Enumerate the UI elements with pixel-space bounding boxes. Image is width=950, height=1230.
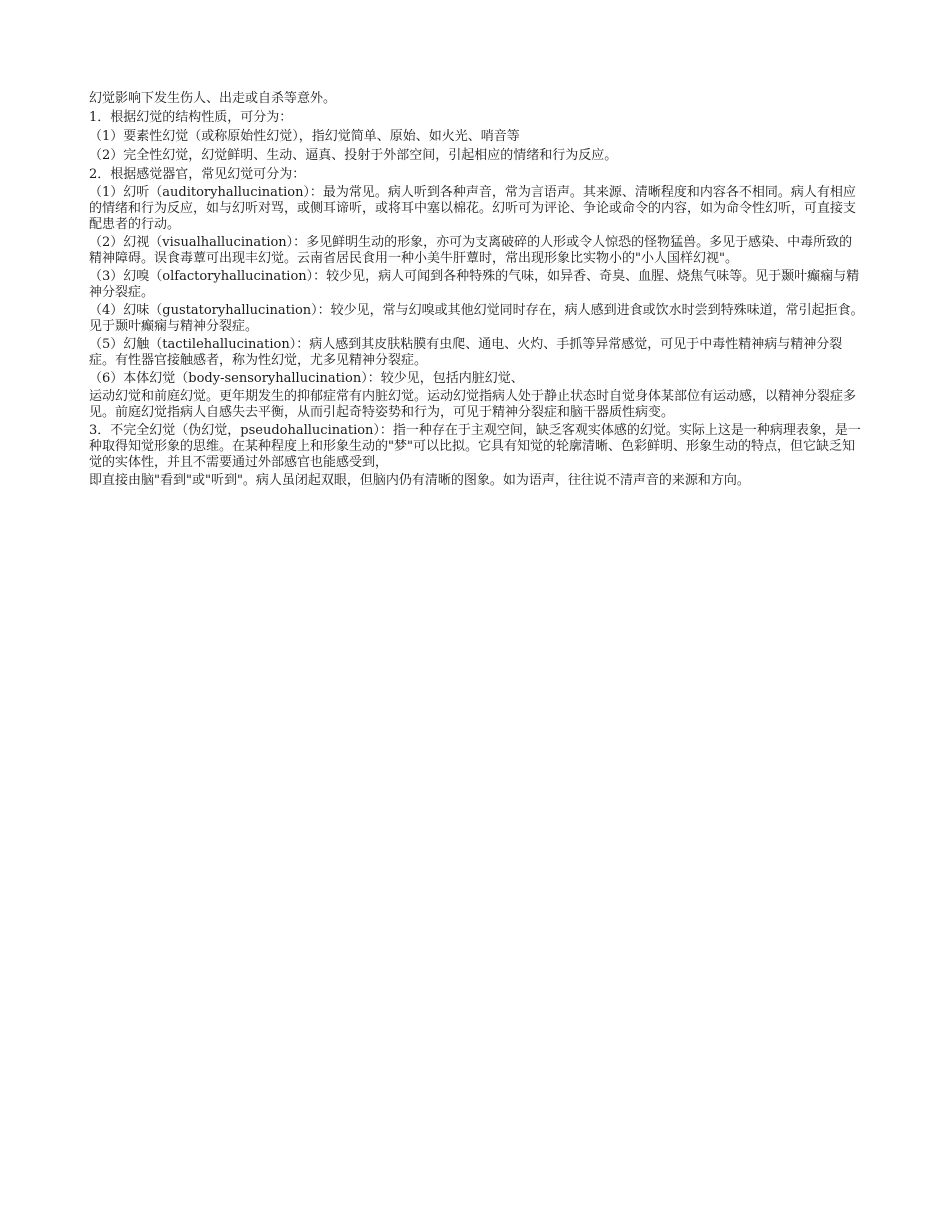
- list-item: （3）幻嗅（olfactoryhallucination）：较少见，病人可闻到各种特殊的气味，如异香、奇臭、血腥、烧焦气味等。见于颞叶癫痫与精神分裂症。: [89, 269, 860, 300]
- paragraph: 即直接由脑"看到"或"听到"。病人虽闭起双眼，但脑内仍有清晰的图象。如为语声，往往说不清声音的来源和方向。: [89, 473, 750, 488]
- section-heading: 3．不完全幻觉（伪幻觉，pseudohallucination）：指一种存在于主观空间，缺乏客观实体感的幻觉。实际上这是一种病理表象，是一种取得知觉形象的思维。在某种程度上和形象生动的"梦"可以比拟。它具有知觉的轮廓清晰、色彩鲜明、形象生动的特点，但它缺乏知觉的实体性，并且不需要通过外部感官也能感受到，: [89, 423, 861, 470]
- list-item: （2）幻视（visualhallucination）：多见鲜明生动的形象，亦可为支离破碎的人形或令人惊恐的怪物猛兽。多见于感染、中毒所致的精神障碍。误食毒蕈可出现丰幻觉。云南省居民食用一种小美牛肝蕈时，常出现形象比实物小的"小人国样幻视"。: [89, 235, 853, 266]
- list-item: （2）完全性幻觉，幻觉鲜明、生动、逼真、投射于外部空间，引起相应的情绪和行为反应。: [89, 148, 618, 163]
- section-heading: 2．根据感觉器官，常见幻觉可分为：: [89, 167, 306, 182]
- list-item: （4）幻味（gustatoryhallucination）：较少见，常与幻嗅或其他幻觉同时存在，病人感到进食或饮水时尝到特殊味道，常引起拒食。见于颞叶癫痫与精神分裂症。: [89, 303, 864, 334]
- list-item: （5）幻触（tactilehallucination）：病人感到其皮肤粘膜有虫爬、通电、火灼、手抓等异常感觉，可见于中毒性精神病与精神分裂症。有性器官接触感者，称为性幻觉，尤多见精神分裂症。: [89, 337, 843, 368]
- section-heading: 1．根据幻觉的结构性质，可分为：: [89, 110, 293, 125]
- paragraph: 运动幻觉和前庭幻觉。更年期发生的抑郁症常有内脏幻觉。运动幻觉指病人处于静止状态时自觉身体某部位有运动感，以精神分裂症多见。前庭幻觉指病人自感失去平衡，从而引起奇特姿势和行为，可见于精神分裂症和脑干器质性病变。: [89, 389, 857, 420]
- list-item: （1）要素性幻觉（或称原始性幻觉），指幻觉简单、原始、如火光、哨音等: [89, 129, 520, 144]
- paragraph: 幻觉影响下发生伤人、出走或自杀等意外。: [89, 91, 337, 106]
- list-item: （6）本体幻觉（body-sensoryhallucination）：较少见，包括内脏幻觉、: [89, 371, 524, 386]
- document-body: [89, 89, 864, 491]
- list-item: （1）幻听（auditoryhallucination）：最为常见。病人听到各种声音，常为言语声。其来源、清晰程度和内容各不相同。病人有相应的情绪和行为反应，如与幻听对骂，或侧耳谛听，或将耳中塞以棉花。幻听可为评论、争论或命令的内容，如为命令性幻听，可直接支配患者的行动。: [89, 185, 857, 232]
